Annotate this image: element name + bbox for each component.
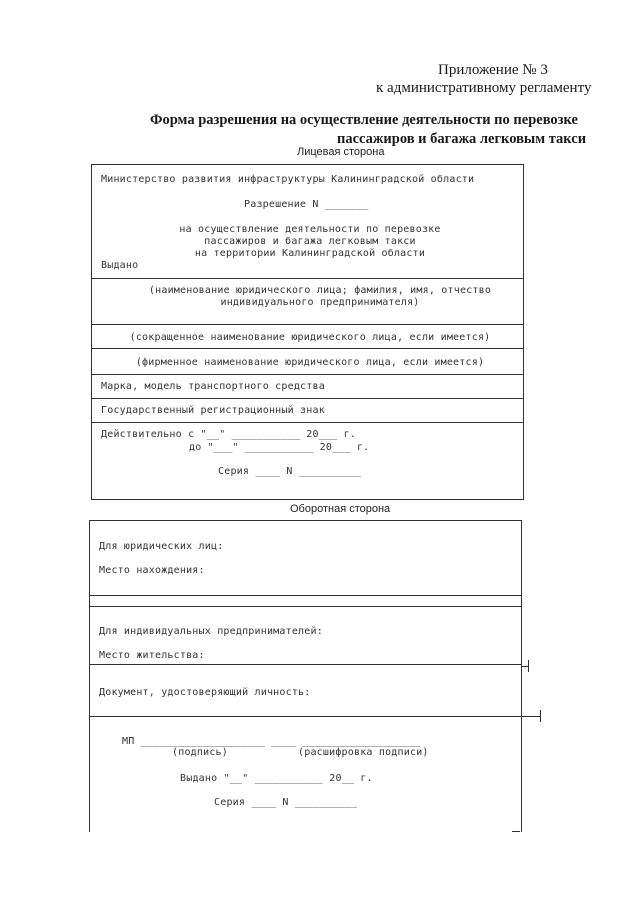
back-divider: [89, 595, 522, 596]
id-document-label: Документ, удостоверяющий личность:: [99, 687, 311, 698]
vehicle-model-label: Марка, модель транспортного средства: [101, 381, 325, 392]
front-divider: [91, 398, 523, 399]
front-divider: [91, 422, 523, 423]
name-hint: (наименование юридического лица; фамилия, имя, отчество: [148, 285, 492, 296]
permit-purpose: на осуществление деятельности по перевозке: [179, 224, 441, 235]
front-divider: [91, 278, 523, 279]
legal-entities-label: Для юридических лиц:: [99, 541, 224, 552]
permit-purpose: пассажиров и багажа легковым такси: [204, 236, 416, 247]
issued-to-label: Выдано: [101, 260, 139, 271]
permit-purpose: на территории Калининградской области: [194, 248, 426, 259]
brand-name-hint: (фирменное наименование юридического лица, если имеется): [135, 357, 485, 368]
permit-number: Разрешение N _______: [244, 199, 369, 210]
crop-mark: [528, 660, 529, 672]
location-label: Место нахождения:: [99, 565, 205, 576]
crop-mark: [512, 831, 520, 832]
decoding-hint: (расшифровка подписи): [298, 747, 429, 758]
entrepreneurs-label: Для индивидуальных предпринимателей:: [99, 626, 323, 637]
valid-from: Действительно с "__" ___________ 20___ г.: [101, 429, 357, 440]
back-form-border: [521, 520, 522, 832]
back-divider: [89, 664, 522, 665]
form-title-line1: Форма разрешения на осуществление деятельности по перевозке: [150, 112, 578, 128]
residence-label: Место жительства:: [99, 650, 205, 661]
back-form-border: [89, 520, 90, 832]
issued-date: Выдано "__" ___________ 20__ г.: [180, 773, 373, 784]
front-divider: [91, 348, 523, 349]
signature-hint: (подпись): [172, 747, 228, 758]
short-name-hint: (сокращенное наименование юридического лица, если имеется): [129, 332, 491, 343]
crop-mark: [540, 710, 541, 722]
reg-plate-label: Государственный регистрационный знак: [101, 405, 325, 416]
stamp-signature-line: МП ____________________ ____ ___________________: [122, 736, 421, 747]
front-divider: [91, 374, 523, 375]
name-hint: индивидуального предпринимателя): [220, 297, 420, 308]
series-number: Серия ____ N __________: [218, 466, 362, 477]
valid-to: до "___" ___________ 20___ г.: [189, 442, 370, 453]
ministry-name: Министерство развития инфраструктуры Калининградской области: [101, 174, 475, 185]
back-side-label: Оборотная сторона: [290, 503, 391, 515]
back-divider: [89, 716, 522, 717]
form-title-line2: пассажиров и багажа легковым такси: [337, 131, 587, 147]
back-series-number: Серия ____ N __________: [214, 797, 358, 808]
back-form-border: [89, 520, 522, 521]
crop-mark: [521, 716, 541, 717]
back-divider: [89, 606, 522, 607]
front-side-label: Лицевая сторона: [297, 146, 385, 158]
appendix-label: Приложение № 3: [438, 62, 548, 78]
front-divider: [91, 324, 523, 325]
reglament-label: к административному регламенту: [376, 80, 592, 96]
